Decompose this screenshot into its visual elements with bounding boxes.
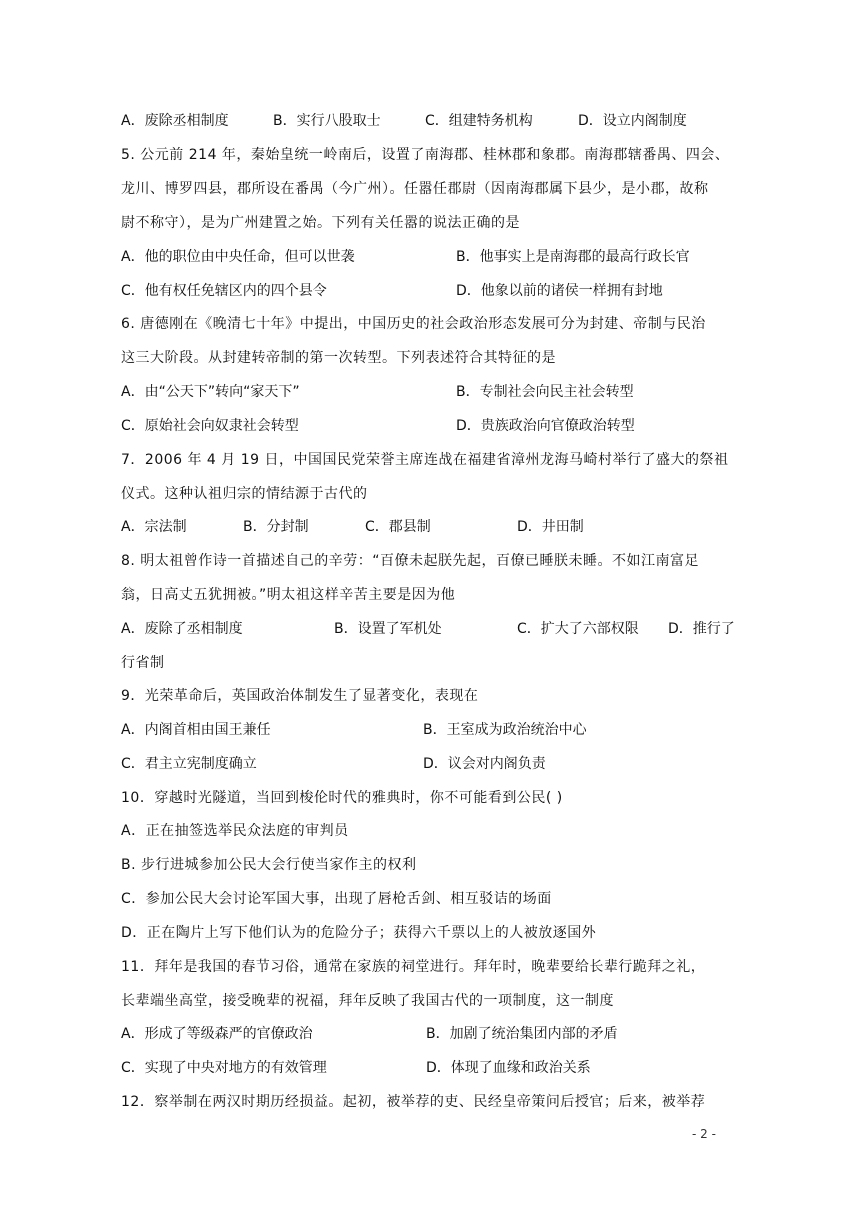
q11-option-d: D．体现了血缘和政治关系: [426, 1060, 591, 1076]
q11-option-b: B．加剧了统治集团内部的矛盾: [426, 1026, 618, 1042]
q4-option-b: B．实行八股取士: [273, 113, 381, 129]
q9-option-b: B．王室成为政治统治中心: [423, 722, 587, 738]
q11-option-c: C．实现了中央对地方的有效管理: [121, 1060, 327, 1076]
q7-option-b: B．分封制: [243, 519, 309, 535]
q7-option-a: A．宗法制: [121, 519, 187, 535]
q7-stem-line-2: 仪式。这种认祖归宗的情结源于古代的: [121, 486, 368, 502]
q6-stem-line-2: 这三大阶段。从封建转帝制的第一次转型。下列表述符合其特征的是: [121, 350, 556, 366]
q5-option-a: A．他的职位由中央任命，但可以世袭: [121, 249, 355, 265]
q9-stem: 9．光荣革命后，英国政治体制发生了显著变化，表现在: [121, 688, 479, 704]
q10-option-c: C．参加公民大会讨论军国大事，出现了唇枪舌剑、相互驳诘的场面: [121, 891, 552, 907]
q7-option-d: D．井田制: [517, 519, 584, 535]
q5-stem-line-2: 龙川、博罗四县，郡所设在番禺（今广州）。任嚣任郡尉（因南海郡属下县少，是小郡，故称: [121, 181, 709, 197]
q10-option-b: B. 步行进城参加公民大会行使当家作主的权利: [121, 857, 417, 873]
q10-stem: 10．穿越时光隧道，当回到梭伦时代的雅典时，你不可能看到公民( ): [121, 790, 563, 806]
q5-option-c: C．他有权任免辖区内的四个县令: [121, 283, 327, 299]
q9-option-d: D．议会对内阁负责: [423, 756, 546, 772]
q4-option-a: A．废除丞相制度: [121, 113, 229, 129]
q6-option-a: A．由“公天下”转向“家天下”: [121, 384, 300, 400]
q8-option-b: B．设置了军机处: [334, 621, 442, 637]
q8-option-a: A．废除了丞相制度: [121, 621, 243, 637]
q6-option-c: C．原始社会向奴隶社会转型: [121, 418, 299, 434]
q8-option-d-wrap: 行省制: [121, 655, 165, 671]
q5-option-b: B．他事实上是南海郡的最高行政长官: [456, 249, 690, 265]
q11-stem-line-1: 11．拜年是我国的春节习俗，通常在家族的祠堂进行。拜年时，晚辈要给长辈行跪拜之礼，: [121, 959, 706, 975]
q7-stem-line-1: 7．2006 年 4 月 19 日，中国国民党荣誉主席连战在福建省漳州龙海马崎村举行了盛大的祭祖: [121, 452, 729, 468]
q5-option-d: D．他象以前的诸侯一样拥有封地: [456, 283, 663, 299]
q4-option-d: D．设立内阁制度: [578, 113, 687, 129]
q5-stem-line-3: 尉不称守），是为广州建置之始。下列有关任嚣的说法正确的是: [121, 215, 520, 231]
q6-stem-line-1: 6. 唐德刚在《晚清七十年》中提出，中国历史的社会政治形态发展可分为封建、帝制与民治: [121, 316, 706, 332]
q9-option-a: A．内阁首相由国王兼任: [121, 722, 271, 738]
q8-stem-line-2: 翁，日高丈五犹拥被。”明太祖这样辛苦主要是因为他: [121, 587, 456, 603]
q10-option-a: A．正在抽签选举民众法庭的审判员: [121, 823, 349, 839]
q12-stem: 12．察举制在两汉时期历经损益。起初，被举荐的吏、民经皇帝策问后授官；后来，被举荐: [121, 1094, 706, 1110]
q10-option-d: D．正在陶片上写下他们认为的危险分子；获得六千票以上的人被放逐国外: [121, 925, 597, 941]
q8-option-c: C．扩大了六部权限: [517, 621, 639, 637]
q4-option-c: C．组建特务机构: [425, 113, 533, 129]
q6-option-d: D．贵族政治向官僚政治转型: [456, 418, 635, 434]
q7-option-c: C．郡县制: [365, 519, 431, 535]
q8-stem-line-1: 8. 明太祖曾作诗一首描述自己的辛劳：“百僚未起朕先起，百僚已睡朕未睡。不如江南富足: [121, 553, 700, 569]
q9-option-c: C．君主立宪制度确立: [121, 756, 257, 772]
q11-stem-line-2: 长辈端坐高堂，接受晚辈的祝福，拜年反映了我国古代的一项制度，这一制度: [121, 993, 614, 1009]
q8-option-d: D．推行了: [668, 621, 735, 637]
q6-option-b: B．专制社会向民主社会转型: [456, 384, 634, 400]
page-number: - 2 -: [692, 1127, 716, 1141]
q11-option-a: A．形成了等级森严的官僚政治: [121, 1026, 313, 1042]
q5-stem-line-1: 5. 公元前 214 年，秦始皇统一岭南后，设置了南海郡、桂林郡和象郡。南海郡辖番禺、四会、: [121, 147, 730, 163]
